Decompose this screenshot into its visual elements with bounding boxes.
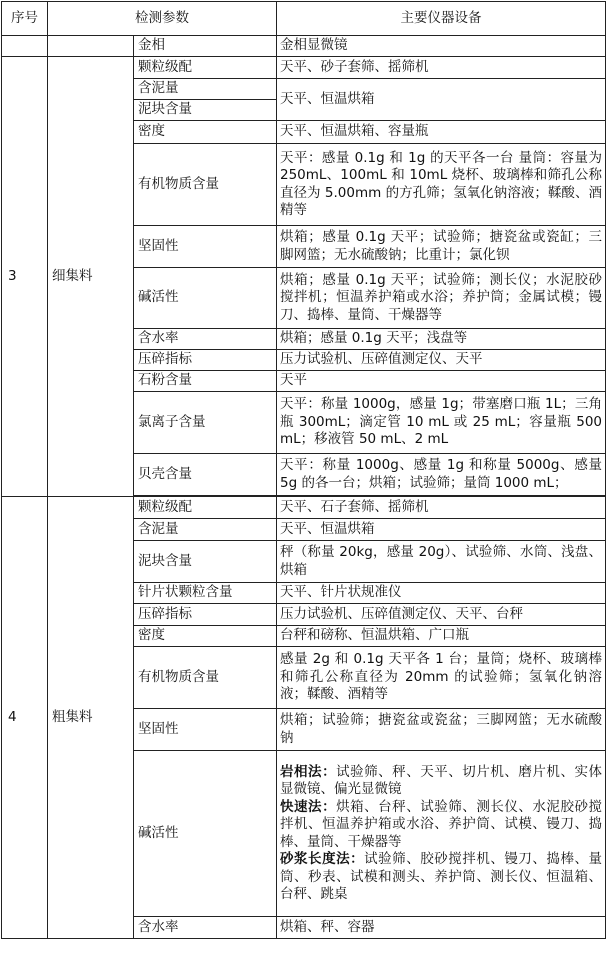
category-cell: 细集料 (48, 57, 134, 497)
equip-cell: 天平、针片状规准仪 (277, 583, 606, 604)
param-cell: 含水率 (134, 329, 277, 350)
table-row (2, 57, 606, 79)
equip-cell: 天平：称量 1000g、感量 1g 和称量 5000g、感量 5g 的各一台；烘箱；试验筛；量筒 1000 mL； (277, 454, 606, 496)
param-cell: 碱活性 (134, 268, 277, 329)
equip-cell: 感量 2g 和 0.1g 天平各 1 台；量筒；烧杯、玻璃棒和筛孔公称直径为 20mm 的试验筛；氢氧化钠溶液；鞣酸、酒精等 (277, 647, 606, 709)
param-cell: 坚固性 (134, 226, 277, 268)
param-cell: 泥块含量 (134, 541, 277, 583)
table-row (2, 497, 606, 519)
method-item (280, 799, 602, 852)
equip-cell (277, 751, 606, 917)
method-item (280, 851, 602, 904)
equip-cell: 天平：感量 0.1g 和 1g 的天平各一台 量筒：容量为 250mL、100mL 和 10mL 烧杯、玻璃棒和筛孔公称直径为 5.00mm 的方孔筛；氢氧化钠溶液；鞣酸、酒精等 (277, 144, 606, 226)
param-cell: 有机物质含量 (134, 647, 277, 709)
equip-cell: 压力试验机、压碎值测定仪、天平、台秤 (277, 604, 606, 626)
equip-cell: 天平：称量 1000g，感量 1g；带塞磨口瓶 1L；三角瓶 300mL；滴定管 10 mL 或 25 mL；容量瓶 500 mL；移液管 50 mL、2 mL (277, 392, 606, 454)
param-cell: 氯离子含量 (134, 392, 277, 454)
method-text: 试验筛、胶砂搅拌机、镘刀、捣棒、量筒、秒表、试模和测头、养护筒、测长仪、恒温箱、台秤、跳桌 (280, 851, 603, 902)
param-cell: 密度 (134, 626, 277, 647)
equip-cell: 天平、恒温烘箱 (277, 79, 606, 121)
equip-cell: 天平、砂子套筛、摇筛机 (277, 57, 606, 79)
param-cell: 有机物质含量 (134, 144, 277, 226)
equipment-table (1, 1, 606, 939)
param-cell: 泥块含量 (134, 100, 277, 121)
param-cell: 压碎指标 (134, 604, 277, 626)
param-cell: 含泥量 (134, 519, 277, 541)
equip-cell: 烘箱；试验筛；搪瓷盆或瓷盆；三脚网篮；无水硫酸钠 (277, 709, 606, 751)
seq-cell: 4 (2, 497, 48, 939)
table-header-row (2, 2, 606, 36)
document-page (1, 1, 605, 965)
param-cell: 颗粒级配 (134, 57, 277, 79)
param-cell: 贝壳含量 (134, 454, 277, 496)
equip-cell: 天平 (277, 371, 606, 392)
param-cell: 石粉含量 (134, 371, 277, 392)
param-cell: 颗粒级配 (134, 497, 277, 519)
header-equip: 主要仪器设备 (277, 2, 606, 36)
param-cell: 碱活性 (134, 751, 277, 917)
equip-cell: 金相显微镜 (277, 36, 606, 57)
param-cell: 针片状颗粒含量 (134, 583, 277, 604)
equip-cell: 天平、恒温烘箱、容量瓶 (277, 121, 606, 144)
method-text: 烘箱、台秤、试验筛、测长仪、水泥胶砂搅拌机、恒温养护箱或水浴、养护筒、试模、镘刀、捣棒、量筒、干燥器等 (280, 798, 603, 850)
param-cell: 含水率 (134, 917, 277, 939)
seq-cell (2, 36, 48, 57)
param-cell: 含泥量 (134, 79, 277, 100)
header-param: 检测参数 (48, 2, 277, 36)
equip-cell: 秤（称量 20kg，感量 20g）、试验筛、水筒、浅盘、烘箱 (277, 541, 606, 583)
param-cell: 密度 (134, 121, 277, 144)
method-label: 砂浆长度法： (280, 851, 365, 867)
equip-cell: 台秤和磅称、恒温烘箱、广口瓶 (277, 626, 606, 647)
equip-cell: 压力试验机、压碎值测定仪、天平 (277, 350, 606, 371)
method-item (280, 764, 602, 799)
equip-cell: 天平、恒温烘箱 (277, 519, 606, 541)
method-label: 快速法： (280, 798, 337, 815)
equip-cell: 烘箱；感量 0.1g 天平；浅盘等 (277, 329, 606, 350)
method-label: 岩相法： (280, 763, 337, 780)
param-cell: 坚固性 (134, 709, 277, 751)
seq-cell: 3 (2, 57, 48, 497)
table-row (2, 36, 606, 57)
param-cell: 金相 (134, 36, 277, 57)
category-cell: 粗集料 (48, 497, 134, 939)
method-text: 试验筛、秤、天平、切片机、磨片机、实体显微镜、偏光显微镜 (280, 763, 603, 797)
category-cell (48, 36, 134, 57)
equip-cell: 烘箱；感量 0.1g 天平；试验筛；测长仪；水泥胶砂搅拌机；恒温养护箱或水浴；养护筒；金属试模；镘刀、捣棒、量筒、干燥器等 (277, 268, 606, 329)
equip-cell: 烘箱、秤、容器 (277, 917, 606, 939)
param-cell: 压碎指标 (134, 350, 277, 371)
header-seq: 序号 (2, 2, 48, 36)
equip-cell: 天平、石子套筛、摇筛机 (277, 497, 606, 519)
equip-cell: 烘箱；感量 0.1g 天平；试验筛；搪瓷盆或瓷缸；三脚网篮；无水硫酸钠；比重计；氯化钡 (277, 226, 606, 268)
